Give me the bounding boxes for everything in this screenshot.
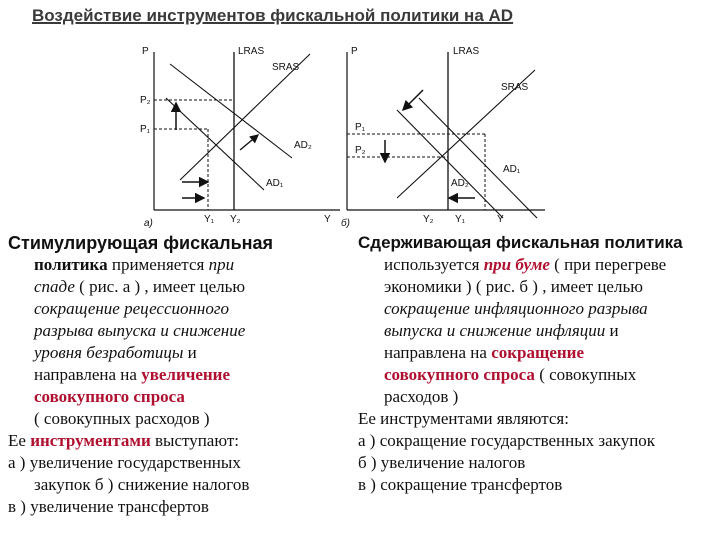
- ad2-line: [397, 110, 503, 218]
- label-p2: P₂: [140, 95, 151, 106]
- left-line-10: Ее инструментами выступают:: [8, 431, 239, 450]
- label-ad1: AD₁: [503, 164, 521, 175]
- right-line-4: сокращение инфляционного разрыва: [384, 299, 648, 318]
- ad1-line: [419, 98, 537, 218]
- label-p2: P₂: [355, 145, 366, 156]
- label-sras: SRAS: [501, 82, 529, 93]
- left-line-4: сокращение рецессионного: [34, 299, 229, 318]
- label-lras: LRAS: [238, 46, 265, 57]
- right-line-2: используется при буме ( при перегреве: [384, 255, 667, 274]
- left-line-9: ( совокупных расходов ): [34, 409, 210, 428]
- ad2-line: [170, 64, 292, 158]
- right-item-v: в ) сокращение трансфертов: [358, 475, 563, 494]
- left-item-b: закупок б ) снижение налогов: [34, 475, 250, 494]
- label-ad2: AD₂: [294, 140, 312, 151]
- left-line-3: спаде ( рис. а ) , имеет целью: [34, 277, 246, 296]
- right-item-a: а ) сокращение государственных закупок: [358, 431, 656, 450]
- label-y1: Y₁: [204, 214, 215, 225]
- right-line-7: совокупного спроса ( совокупных: [384, 365, 637, 384]
- label-p: P: [351, 46, 358, 57]
- left-line-8: совокупного спроса: [34, 387, 185, 406]
- caption-a: а): [144, 218, 153, 229]
- left-line-2: политика применяется при: [34, 255, 235, 274]
- arrow-ad-shift: [240, 135, 258, 150]
- label-y: Y: [497, 214, 504, 225]
- label-y2: Y₂: [423, 214, 434, 225]
- left-line-7: направлена на увеличение: [34, 365, 231, 384]
- arrow-ad-shift: [403, 90, 423, 110]
- left-item-a: а ) увеличение государственных: [8, 453, 241, 472]
- page-title: Воздействие инструментов фискальной политики на AD: [32, 6, 514, 25]
- right-heading: Сдерживающая фискальная политика: [358, 233, 683, 252]
- right-line-6: направлена на сокращение: [384, 343, 585, 362]
- right-line-8: расходов ): [384, 387, 459, 406]
- graph-a: [140, 40, 350, 230]
- left-line-5: разрыва выпуска и снижение: [34, 321, 246, 340]
- label-sras: SRAS: [272, 62, 300, 73]
- label-p1: P₁: [355, 122, 366, 133]
- left-column: [8, 232, 338, 518]
- right-line-9: Ее инструментами являются:: [358, 409, 569, 428]
- label-y: Y: [324, 214, 331, 225]
- label-p1: P₁: [140, 124, 151, 135]
- left-heading: Стимулирующая фискальная: [8, 233, 274, 253]
- right-item-b: б ) увеличение налогов: [358, 453, 526, 472]
- right-column: [358, 232, 720, 496]
- left-line-6: уровня безработицы и: [34, 343, 197, 362]
- label-ad1: AD₁: [266, 178, 284, 189]
- caption-b: б): [341, 218, 350, 229]
- label-y1: Y₁: [455, 214, 466, 225]
- label-p: P: [142, 46, 149, 57]
- left-item-v: в ) увеличение трансфертов: [8, 497, 209, 516]
- graph-b: [341, 40, 555, 230]
- label-ad2: AD₂: [451, 178, 469, 189]
- right-line-3: экономики ) ( рис. б ) , имеет целью: [384, 277, 643, 296]
- label-y2: Y₂: [230, 214, 241, 225]
- ad1-line: [166, 98, 264, 190]
- label-lras: LRAS: [453, 46, 480, 57]
- right-line-5: выпуска и снижение инфляции и: [384, 321, 619, 340]
